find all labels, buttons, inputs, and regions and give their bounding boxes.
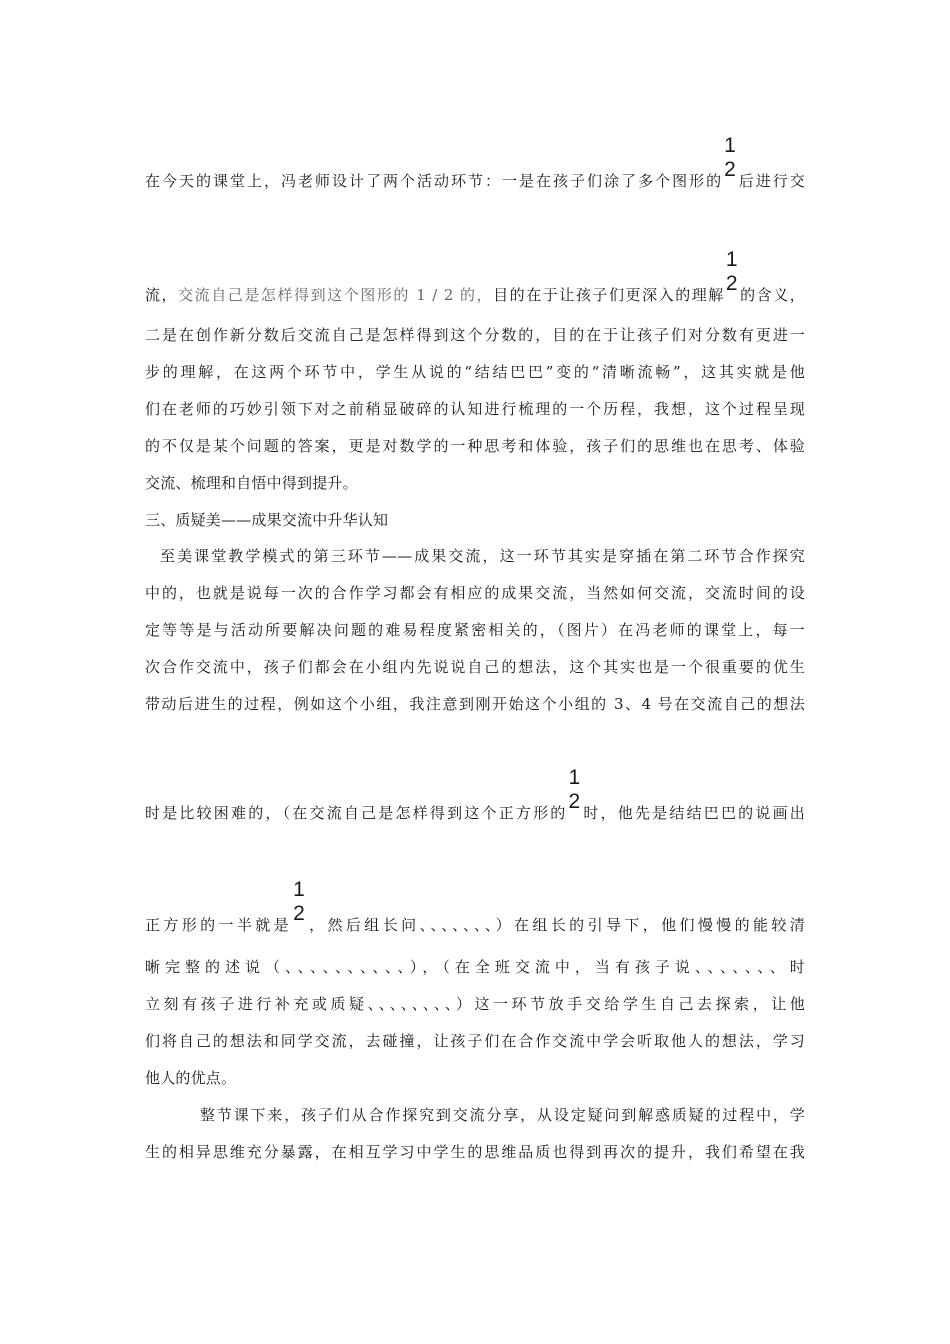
paragraph-line: 二是在创作新分数后交流自己是怎样得到这个分数的，目的在于让孩子们对分数有更进一 (145, 326, 805, 344)
fraction-numerator: 1 (293, 878, 305, 901)
line-text: 正方形的一半就是 (145, 916, 293, 934)
paragraph-line: 们将自己的想法和同学交流，去碰撞，让孩子们在合作交流中学会听取他人的想法，学习 (145, 1032, 805, 1050)
fraction-one-half (293, 878, 305, 948)
fraction-denominator: 2 (293, 902, 305, 925)
line-text: 在今天的课堂上，冯老师设计了两个活动环节：一是在孩子们涂了多个图形的 (145, 172, 724, 190)
paragraph-line: 他人的优点。 (145, 1069, 237, 1087)
section-heading: 三、质疑美——成果交流中升华认知 (145, 511, 389, 529)
paragraph-line: 们在老师的巧妙引领下对之前稍显破碎的认知进行梳理的一个历程，我想，这个过程呈现 (145, 400, 805, 418)
fraction-numerator: 1 (725, 248, 738, 271)
paragraph-line: 中的，也就是说每一次的合作学习都会有相应的成果交流，当然如何交流，交流时间的设 (145, 584, 805, 602)
line-text: 的含义， (738, 286, 805, 304)
paragraph-line (145, 134, 805, 204)
line-text: 后进行交 (736, 172, 805, 190)
fraction-one-half (568, 766, 581, 836)
paragraph-line: 步的理解，在这两个环节中，学生从说的“结结巴巴”变的“清晰流畅”，这其实就是他 (145, 363, 805, 381)
paragraph-line: 晰完整的述说（、、、、、、、、、、），（在全班交流中，当有孩子说、、、、、、、时 (145, 958, 805, 976)
fraction-one-half (724, 134, 736, 204)
fraction-denominator: 2 (724, 158, 736, 181)
line-text: 时，他先是结结巴巴的说画出 (581, 804, 805, 822)
paragraph-line: 整节课下来，孩子们从合作探究到交流分享，从设定疑问到解惑质疑的过程中，学 (200, 1106, 805, 1124)
paragraph-line: 立刻有孩子进行补充或质疑、、、、、、、、）这一环节放手交给学生自己去探索，让他 (145, 995, 805, 1013)
paragraph-line: 的不仅是某个问题的答案，更是对数学的一种思考和体验，孩子们的思维也在思考、体验 (145, 437, 805, 455)
fraction-denominator: 2 (568, 790, 581, 813)
paragraph-line (145, 766, 805, 836)
fraction-denominator: 2 (725, 272, 738, 295)
paragraph-line: 交流、梳理和自悟中得到提升。 (145, 474, 358, 492)
fraction-one-half (725, 248, 738, 318)
line-text: 时是比较困难的，（在交流自己是怎样得到这个正方形的 (145, 804, 568, 822)
line-text: ，然后组长问、、、、、、、）在组长的引导下，他们慢慢的能较清 (305, 916, 805, 934)
paragraph-line: 定等等是与活动所要解决问题的难易程度紧密相关的，（图片）在冯老师的课堂上，每一 (145, 621, 805, 639)
paragraph-line (145, 878, 805, 948)
paragraph-line: 至美课堂教学模式的第三环节——成果交流，这一环节其实是穿插在第二环节合作探究 (160, 547, 805, 565)
paragraph-line (145, 248, 805, 318)
paragraph-line: 生的相异思维充分暴露，在相互学习中学生的思维品质也得到再次的提升，我们希望在我 (145, 1143, 805, 1161)
line-text: 目的在于让孩子们更深入的理解 (493, 286, 725, 304)
fraction-numerator: 1 (724, 134, 736, 157)
paragraph-line: 带动后进生的过程，例如这个小组，我注意到刚开始这个小组的 3、4 号在交流自己的想法 (145, 695, 805, 713)
paragraph-line: 次合作交流中，孩子们都会在小组内先说说自己的想法，这个其实也是一个很重要的优生 (145, 658, 805, 676)
line-text-gray: 交流自己是怎样得到这个图形的 1 / 2 的， (178, 286, 494, 304)
fraction-numerator: 1 (568, 766, 581, 789)
line-text: 流， (145, 286, 179, 304)
